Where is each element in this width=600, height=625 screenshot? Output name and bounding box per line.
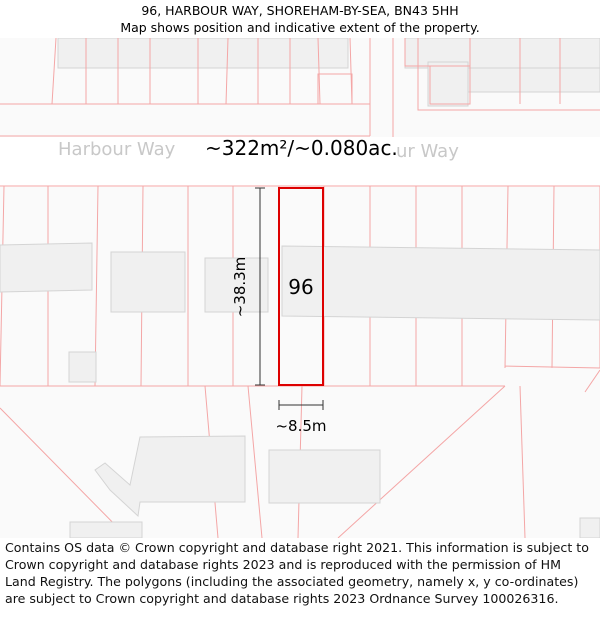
property-address: 96, HARBOUR WAY, SHOREHAM-BY-SEA, BN43 5HH xyxy=(141,3,459,18)
map-header xyxy=(0,0,600,38)
building xyxy=(58,38,348,68)
depth-label: ~38.3m xyxy=(231,256,249,318)
building xyxy=(69,352,96,382)
copyright-footer: Contains OS data © Crown copyright and database right 2021. This information is subject to Crown copyright and database rights 2023 and is reproduced with the permission of HM Land Registry. The polygons (including the associated geometry, namely x, y co-ordinates) are subject to Crown copyright and database rights 2023 Ordnance Survey 100026316. xyxy=(5,540,589,606)
map-canvas xyxy=(0,38,600,538)
building xyxy=(70,522,142,538)
plot-number-label: 96 xyxy=(288,275,314,299)
width-label: ~8.5m xyxy=(275,417,327,435)
property-map[interactable] xyxy=(0,38,600,538)
building xyxy=(580,518,600,538)
area-label: ~322m²/~0.080ac. xyxy=(205,136,398,160)
road-label-right: ur Way xyxy=(396,141,459,162)
map-subtitle: Map shows position and indicative extent of the property. xyxy=(120,20,480,35)
road-label-left: Harbour Way xyxy=(58,139,176,160)
building xyxy=(111,252,185,312)
building xyxy=(282,246,600,320)
building xyxy=(0,243,92,292)
building xyxy=(269,450,380,503)
building xyxy=(428,62,468,106)
